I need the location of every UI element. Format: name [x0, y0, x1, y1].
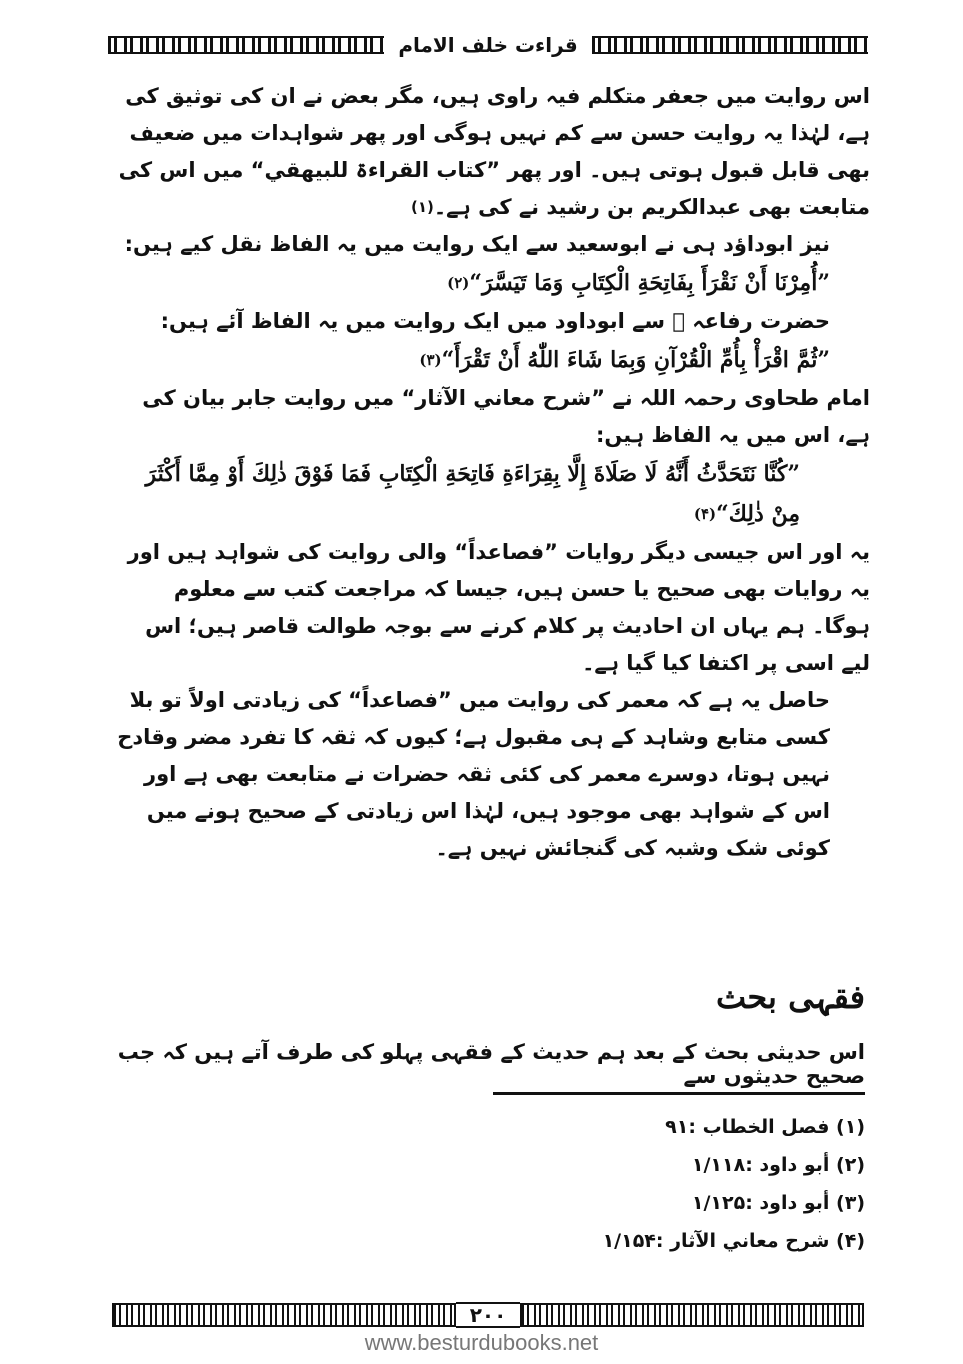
footer-ornament-left — [112, 1303, 456, 1327]
quote-3-text: ”كُنَّا نَتَحَدَّثُ أَنَّهُ لَا صَلَاةَ إِلَّا بِقِرَاءَةِ فَاتِحَةِ الْكِتَابِ فَمَا فَوْقَ ذٰلِكَ أَوْ مِمَّا أَكْثَرَ مِنْ ذٰلِكَ“ — [145, 461, 800, 527]
footnote-ref-4: (۴) — [693, 505, 717, 523]
main-text — [110, 78, 870, 867]
running-title: قراءت خلف الامام — [398, 33, 578, 57]
footnote-ref-2: (۲) — [447, 274, 470, 292]
paragraph-3: حضرت رفاعہ ﷛ سے ابوداود میں ایک روایت میں یہ الفاظ آئے ہیں: — [160, 309, 830, 333]
paragraph-2: نیز ابوداؤد ہی نے ابوسعید سے ایک روایت میں یہ الفاظ نقل کیے ہیں: — [124, 232, 830, 256]
paragraph-4: امام طحاوی رحمہ اللہ نے ”شرح معاني الآثار“ میں روایت جابر بیان کی ہے، اس میں یہ الفاظ ہیں: — [142, 386, 870, 447]
quote-2-text: ”ثُمَّ اقْرَأْ بِأُمِّ الْقُرْآنِ وَبِمَا شَاءَ اللّٰهُ أَنْ تَقْرَأَ“ — [441, 347, 830, 373]
paragraph-1 — [110, 78, 870, 226]
website-watermark: www.besturdubooks.net — [364, 1330, 599, 1355]
header-ornament-right — [592, 36, 868, 54]
footnote-2: (۲) أبو داود :۱/۱۱۸ — [691, 1154, 865, 1176]
footnote-divider — [493, 1092, 865, 1095]
paragraph-6: حاصل یہ ہے کہ معمر کی روایت میں ”فصاعداً“ کی زیادتی اولاً تو بلا کسی متابع وشاہد کے ہی مقبول ہے؛ کیوں کہ ثقہ کا تفرد مضر وقادح نہیں ہوتا، دوسرے معمر کی کئی ثقہ حضرات نے متابعت بھی ہے اور اس کے شواہد بھی موجود ہیں، لہٰذا اس زیادتی کے صحیح ہونے میں کوئی شک وشبہ کی گنجائش نہیں ہے۔ — [117, 688, 830, 860]
page-number: ۲۰۰ — [456, 1302, 520, 1328]
footnotes — [445, 1108, 865, 1260]
footnote-ref-3: (۳) — [419, 351, 442, 369]
section-heading: فقہی بحث — [715, 978, 865, 1016]
footer-ornament-right — [520, 1303, 864, 1327]
footnote-3: (۳) أبو داود :۱/۱۲۵ — [691, 1192, 865, 1214]
page-header — [108, 30, 868, 60]
page-footer — [112, 1302, 864, 1328]
footnote-ref-1: (۱) — [410, 198, 434, 216]
paragraph-5: یہ اور اس جیسی دیگر روایات ”فصاعداً“ والی روایت کی شواہد ہیں اور یہ روایات بھی صحیح یا حسن ہیں، جیسا کہ مراجعت کتب سے معلوم ہوگا۔ ہم یہاں ان احادیث پر کلام کرنے سے بوجہ طوالت قاصر ہیں؛ اس لیے اسی پر اکتفا کیا گیا ہے۔ — [127, 540, 870, 675]
hadith-quote-1 — [110, 263, 870, 303]
header-ornament-left — [108, 36, 384, 54]
footnote-1: (۱) فصل الخطاب :۹۱ — [665, 1116, 865, 1138]
footnote-4: (۴) شرح معاني الآثار :۱/۱۵۴ — [602, 1230, 865, 1252]
quote-1-text: ”أُمِرْنَا أَنْ نَقْرَأَ بِفَاتِحَةِ الْكِتَابِ وَمَا تَيَسَّرَ“ — [469, 270, 830, 296]
paragraph-7: اس حدیثی بحث کے بعد ہم حدیث کے فقہی پہلو کی طرف آتے ہیں کہ جب صحیح حدیثوں سے — [117, 1040, 865, 1088]
hadith-quote-3 — [110, 454, 870, 534]
paragraph-1-text: اس روایت میں جعفر متکلم فیہ راوی ہیں، مگر بعض نے ان کی توثیق کی ہے، لہٰذا یہ روایت حسن سے کم نہیں ہوگی اور پھر شواہدات میں ضعیف بھی قابل قبول ہوتی ہیں۔ اور پھر ”کتاب القراءۃ للبیهقي“ میں اس کی متابعت بھی عبدالکریم بن رشید نے کی ہے۔ — [118, 84, 870, 219]
hadith-quote-2 — [110, 340, 870, 380]
